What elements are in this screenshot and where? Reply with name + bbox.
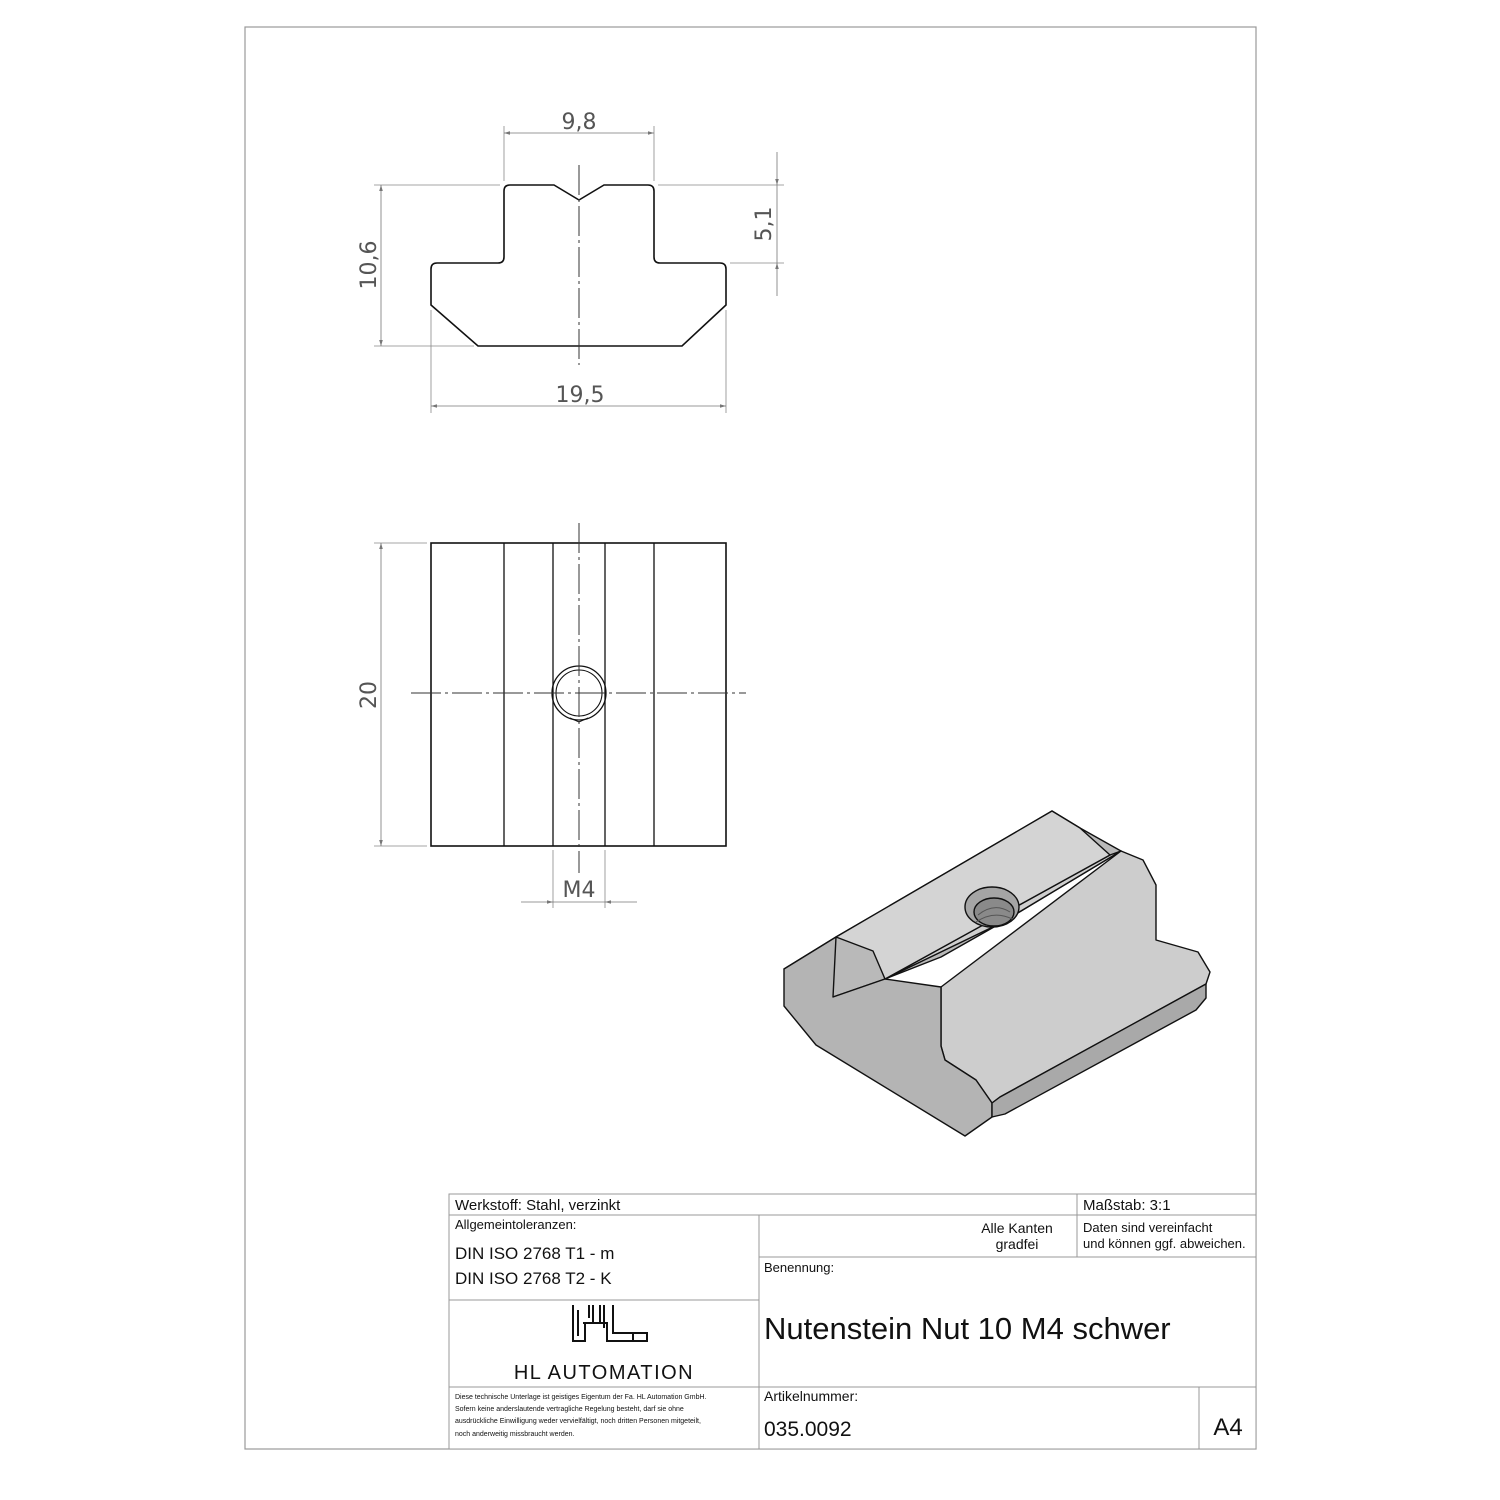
legal-line2: Sofern keine anderslautende vertragliche Regelung besteht, darf sie ohne <box>455 1406 684 1413</box>
note-line2: und können ggf. abweichen. <box>1083 1236 1246 1251</box>
note-line1: Daten sind vereinfacht <box>1083 1220 1213 1235</box>
edges-line1: Alle Kanten <box>981 1220 1053 1236</box>
tolerance-1: DIN ISO 2768 T1 - m <box>455 1244 615 1263</box>
dim-top-width: 9,8 <box>561 110 597 135</box>
dim-head-height: 5,1 <box>752 206 777 242</box>
edges-line2: gradfei <box>995 1236 1039 1252</box>
isometric-view <box>784 811 1210 1136</box>
dim-total-width: 19,5 <box>555 383 605 408</box>
dim-total-height: 10,6 <box>357 240 382 290</box>
article-number: 035.0092 <box>764 1418 852 1441</box>
dim-thread: M4 <box>562 878 596 903</box>
top-view <box>357 523 746 908</box>
tolerances-label: Allgemeintoleranzen: <box>455 1217 577 1232</box>
dim-length: 20 <box>357 681 382 709</box>
legal-line3: ausdrückliche Einwilligung weder vervielfältigt, noch dritten Personen mitgeteilt, <box>455 1418 701 1425</box>
designation: Nutenstein Nut 10 M4 schwer <box>764 1311 1171 1346</box>
tolerance-2: DIN ISO 2768 T2 - K <box>455 1269 612 1288</box>
legal-line4: noch anderweitig missbraucht werden. <box>455 1431 575 1438</box>
legal-line1: Diese technische Unterlage ist geistiges Eigentum der Fa. HL Automation GmbH. <box>455 1394 707 1401</box>
article-label: Artikelnummer: <box>764 1388 859 1404</box>
company-name: HL AUTOMATION <box>513 1362 695 1384</box>
paper-size: A4 <box>1213 1414 1243 1441</box>
material: Werkstoff: Stahl, verzinkt <box>455 1197 621 1214</box>
front-view <box>357 110 784 413</box>
designation-label: Benennung: <box>764 1260 835 1275</box>
scale: Maßstab: 3:1 <box>1083 1197 1171 1214</box>
